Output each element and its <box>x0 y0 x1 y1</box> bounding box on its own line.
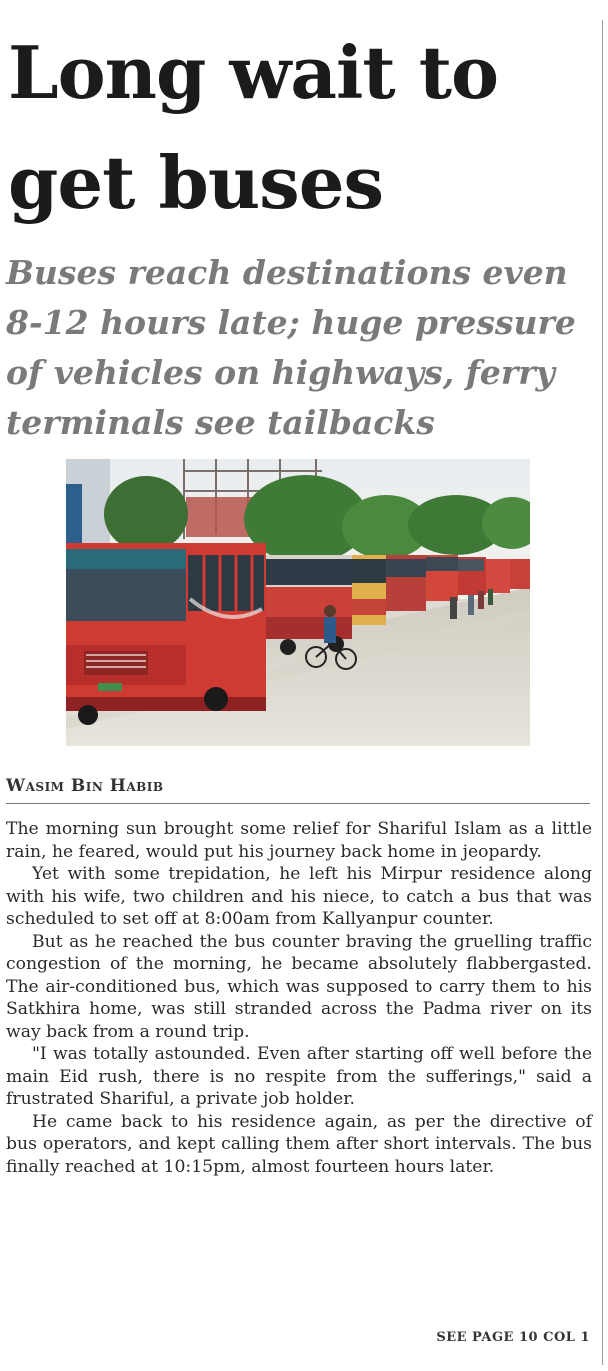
continuation-jump-line: SEE PAGE 10 COL 1 <box>436 1330 590 1345</box>
column-divider <box>602 20 603 1365</box>
paragraph-3: But as he reached the bus counter braving the gruelling traffic congestion of the morning, he became absolutely flabbergasted. The air-conditioned bus, which was supposed to carry them to his Satkhira home, was still stranded across the Padma river on its way back from a round trip. <box>6 931 592 1042</box>
paragraph-2: Yet with some trepidation, he left his Mirpur residence along with his wife, two children and his niece, to catch a bus that was scheduled to set off at 8:00am from Kallyanpur counter. <box>6 864 592 929</box>
article-body <box>6 818 592 1178</box>
byline-divider <box>6 803 590 804</box>
bus-queue-photo <box>66 459 530 746</box>
subheadline: Buses reach destinations even 8-12 hours late; huge pressure of vehicles on highways, ferry terminals see tailbacks <box>6 253 576 442</box>
paragraph-1: The morning sun brought some relief for Shariful Islam as a little rain, he feared, would put his journey back home in jeopardy. <box>6 819 592 862</box>
headline: Long wait to get buses <box>8 30 498 225</box>
byline: Wasim Bin Habib <box>6 776 164 796</box>
paragraph-5: He came back to his residence again, as per the directive of bus operators, and kept calling them after short intervals. The bus finally reached at 10:15pm, almost fourteen hours later. <box>6 1111 592 1177</box>
paragraph-4: "I was totally astounded. Even after starting off well before the main Eid rush, there is no respite from the sufferings," said a frustrated Shariful, a private job holder. <box>6 1044 592 1109</box>
